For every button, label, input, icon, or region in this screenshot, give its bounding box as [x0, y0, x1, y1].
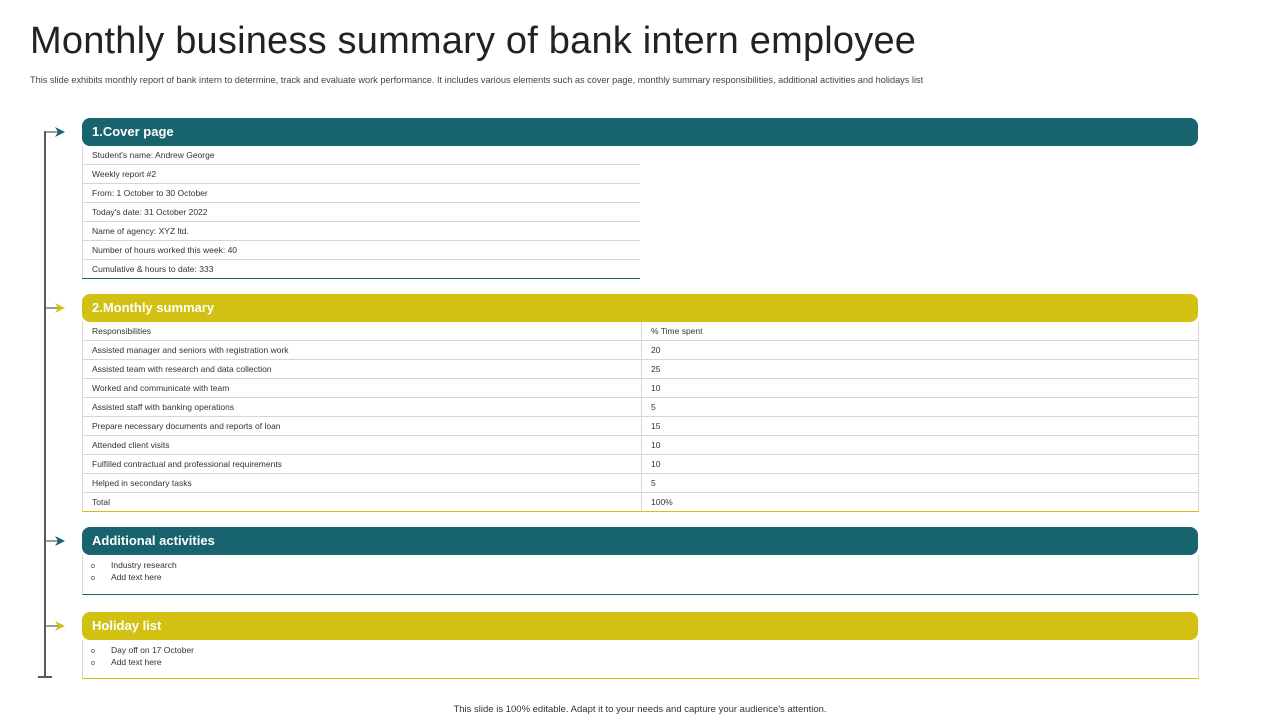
bullet-icon: o [91, 574, 95, 582]
table-row [83, 184, 641, 203]
timeline-end-cap [38, 676, 52, 678]
table-row [83, 436, 1199, 455]
table-cell: Student's name: Andrew George [83, 146, 641, 165]
table-row [83, 398, 1199, 417]
table-row [83, 455, 1199, 474]
table-cell: Number of hours worked this week: 40 [83, 241, 641, 260]
time-spent-cell: 10 [642, 436, 1199, 455]
arrow-right-icon [45, 126, 67, 138]
table-row [83, 241, 641, 260]
bullet-icon: o [91, 659, 95, 667]
column-header-responsibilities: Responsibilities [83, 322, 642, 341]
bullet-icon: o [91, 648, 95, 655]
responsibility-cell: Prepare necessary documents and reports of loan [83, 417, 642, 436]
table-cell: Today's date: 31 October 2022 [83, 203, 641, 222]
list-item-text: Add text here [111, 571, 162, 582]
list-item [91, 645, 1198, 657]
table-row [83, 260, 641, 279]
list-item [91, 572, 1198, 584]
list-item [91, 560, 1198, 572]
table-row-total [83, 493, 1199, 512]
responsibility-cell: Helped in secondary tasks [83, 474, 642, 493]
responsibility-cell: Assisted staff with banking operations [83, 398, 642, 417]
list-item-text: Day off on 17 October [111, 645, 195, 655]
list-item [91, 657, 1198, 669]
table-cell: Cumulative & hours to date: 333 [83, 260, 641, 279]
additional-activities-list [82, 555, 1199, 595]
table-cell: Weekly report #2 [83, 165, 641, 184]
time-spent-cell: 10 [642, 455, 1199, 474]
total-value-cell: 100% [642, 493, 1199, 512]
column-header-time-spent: % Time spent [642, 322, 1199, 341]
list-item-text: Industry research [111, 560, 177, 570]
table-cell: Name of agency: XYZ ltd. [83, 222, 641, 241]
responsibility-cell: Attended client visits [83, 436, 642, 455]
table-row [83, 222, 641, 241]
time-spent-cell: 20 [642, 341, 1199, 360]
responsibility-cell: Assisted team with research and data collection [83, 360, 642, 379]
table-row [83, 341, 1199, 360]
responsibility-cell: Assisted manager and seniors with registration work [83, 341, 642, 360]
time-spent-cell: 5 [642, 474, 1199, 493]
time-spent-cell: 15 [642, 417, 1199, 436]
list-item-text: Add text here [111, 656, 162, 667]
table-row [83, 417, 1199, 436]
arrow-right-icon [45, 535, 67, 547]
page-title: Monthly business summary of bank intern employee [30, 20, 917, 62]
page-subtitle: This slide exhibits monthly report of bank intern to determine, track and evaluate work performance. It includes various elements such as cover page, monthly summary responsibilities, additional activities and holidays list [30, 75, 924, 85]
cover-page-table [82, 146, 640, 279]
monthly-summary-table [82, 322, 1199, 512]
time-spent-cell: 5 [642, 398, 1199, 417]
time-spent-cell: 25 [642, 360, 1199, 379]
responsibility-cell: Fulfilled contractual and professional requirements [83, 455, 642, 474]
table-cell: From: 1 October to 30 October [83, 184, 641, 203]
arrow-right-icon [45, 620, 67, 632]
table-row [83, 165, 641, 184]
section-header-holiday-list: Holiday list [82, 612, 1198, 640]
table-row [83, 146, 641, 165]
table-header-row [83, 322, 1199, 341]
table-row [83, 474, 1199, 493]
time-spent-cell: 10 [642, 379, 1199, 398]
section-header-monthly-summary: 2.Monthly summary [82, 294, 1198, 322]
table-row [83, 203, 641, 222]
bullet-icon: o [91, 563, 95, 570]
section-header-additional-activities: Additional activities [82, 527, 1198, 555]
total-label-cell: Total [83, 493, 642, 512]
table-row [83, 379, 1199, 398]
arrow-right-icon [45, 302, 67, 314]
footer-note: This slide is 100% editable. Adapt it to your needs and capture your audience's attention. [453, 704, 827, 715]
section-header-cover-page: 1.Cover page [82, 118, 1198, 146]
table-row [83, 360, 1199, 379]
holiday-list [82, 640, 1199, 679]
timeline-line [44, 131, 46, 677]
responsibility-cell: Worked and communicate with team [83, 379, 642, 398]
